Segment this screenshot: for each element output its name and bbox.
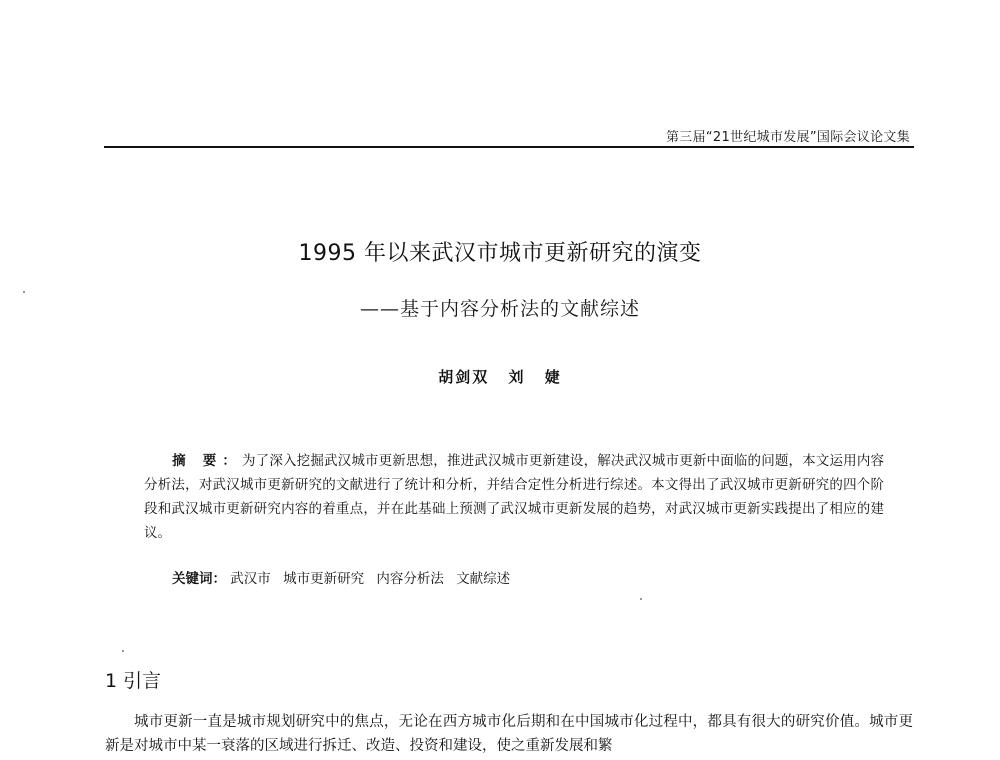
section-number: 1	[105, 670, 118, 692]
author-name: 刘 婕	[508, 368, 562, 386]
paper-title: 1995 年以来武汉市城市更新研究的演变	[298, 241, 702, 266]
running-header: 第三届“21世纪城市发展”国际会议论文集	[665, 130, 910, 145]
header-rule	[104, 146, 914, 148]
scan-speck	[122, 650, 124, 652]
abstract-text: 为了深入挖掘武汉城市更新思想，推进武汉城市更新建设，解决武汉城市更新中面临的问题，本文运用内容分析法，对武汉城市更新研究的文献进行了统计和分析，并结合定性分析进行综述。本文得出了武汉城市更新研究的四个阶段和武汉城市更新研究内容的着重点，并在此基础上预测了武汉城市更新发展的趋势，对武汉城市更新实践提出了相应的建议。	[144, 453, 884, 541]
author-name: 胡剑双	[438, 368, 490, 386]
keyword: 文献综述	[456, 571, 511, 587]
keyword: 武汉市	[230, 571, 271, 587]
scan-speck	[23, 291, 25, 293]
paper-subtitle: ——基于内容分析法的文献综述	[359, 298, 640, 320]
author-list	[0, 366, 1000, 387]
keywords	[172, 567, 872, 587]
keywords-label: 关键词：	[172, 571, 226, 587]
abstract	[144, 449, 884, 545]
scan-speck	[640, 598, 642, 600]
body-paragraph: 城市更新一直是城市规划研究中的焦点，无论在西方城市化后期和在中国城市化过程中，都具有很大的研究价值。城市更新是对城市中某一衰落的区域进行拆迁、改造、投资和建设，使之重新发展和繁	[105, 714, 913, 754]
abstract-label: 摘 要：	[172, 453, 243, 469]
section-heading	[105, 666, 161, 693]
keyword: 内容分析法	[376, 571, 444, 587]
section-title: 引言	[123, 670, 162, 692]
keyword: 城市更新研究	[283, 571, 365, 587]
